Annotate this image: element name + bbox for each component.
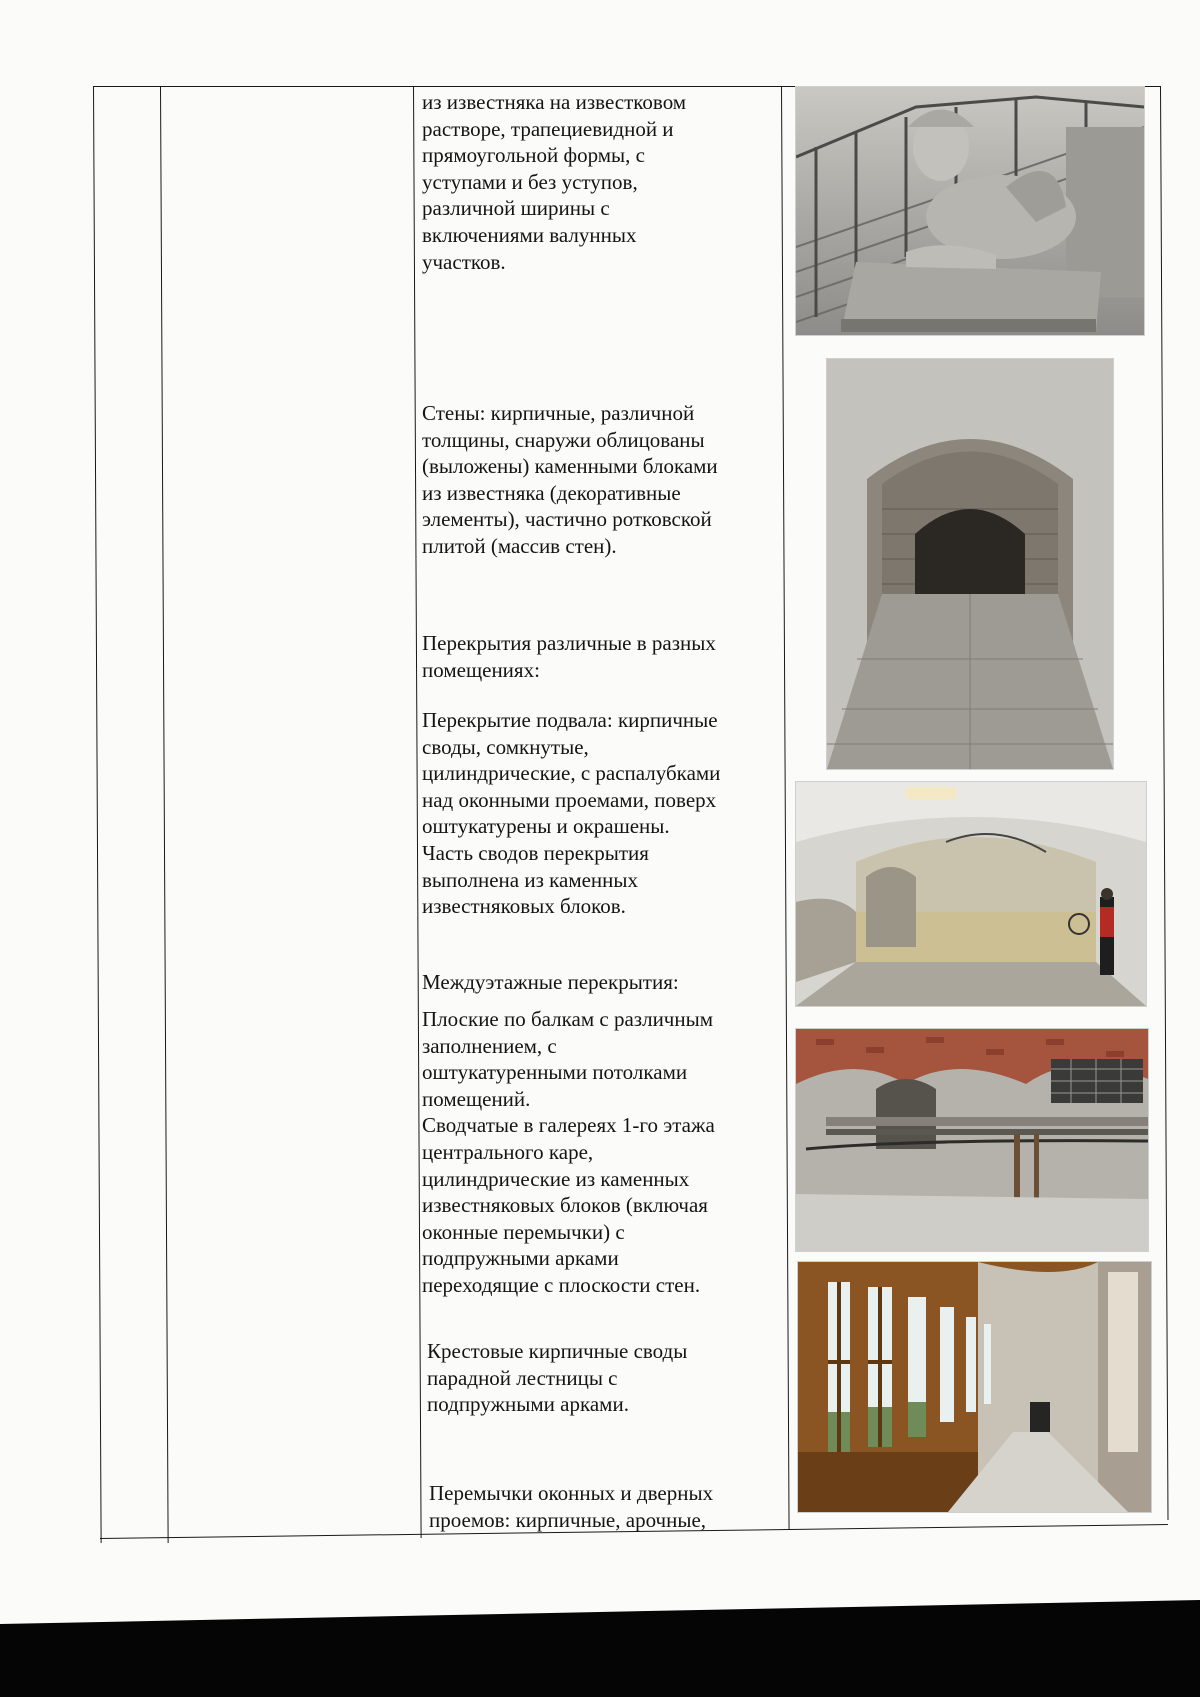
walls-text: Стены: кирпичные, различной толщины, снаружи облицованы (выложены) каменными блоками из известняка (декоративные элементы), частично ротковской плитой (массив стен). — [422, 401, 718, 558]
floors-intro-text: Перекрытия различные в разных помещениях: — [422, 631, 716, 682]
cross-vaults-text: Крестовые кирпичные своды парадной лестницы с подпружными арками. — [427, 1339, 688, 1417]
gallery-windows-photo — [797, 1261, 1152, 1513]
interfloor-details-text: Плоские по балкам с различным заполнением, с оштукатуренными потолками помещений. Сводчатые в галереях 1-го этажа центрального каре, цилиндрические из каменных известняковых блоков (включая оконные перемычки) с подпружными арками переходящие с плоскости стен. — [422, 1007, 715, 1297]
lintels-text: Перемычки оконных и дверных проемов: кирпичные, арочные, — [429, 1481, 714, 1532]
sphinx-staircase-photo — [795, 86, 1145, 336]
basement-vault-photo — [795, 781, 1147, 1007]
foundation-continued-text: из известняка на известковом растворе, трапециевидной и прямоугольной формы, с уступами и без уступов, различной ширины с включениями валунных участков. — [422, 90, 687, 274]
interfloor-heading-text: Междуэтажные перекрытия: — [422, 970, 679, 994]
basement-floor-text: Перекрытие подвала: кирпичные своды, сомкнутые, цилиндрические, с распалубками над оконными проемами, поверх оштукатурены и окрашены. Часть сводов перекрытия выполнена из каменных известняковых блоков. — [422, 708, 721, 919]
arched-corridor-photo — [826, 358, 1114, 770]
brick-vault-basement-photo — [795, 1028, 1149, 1252]
